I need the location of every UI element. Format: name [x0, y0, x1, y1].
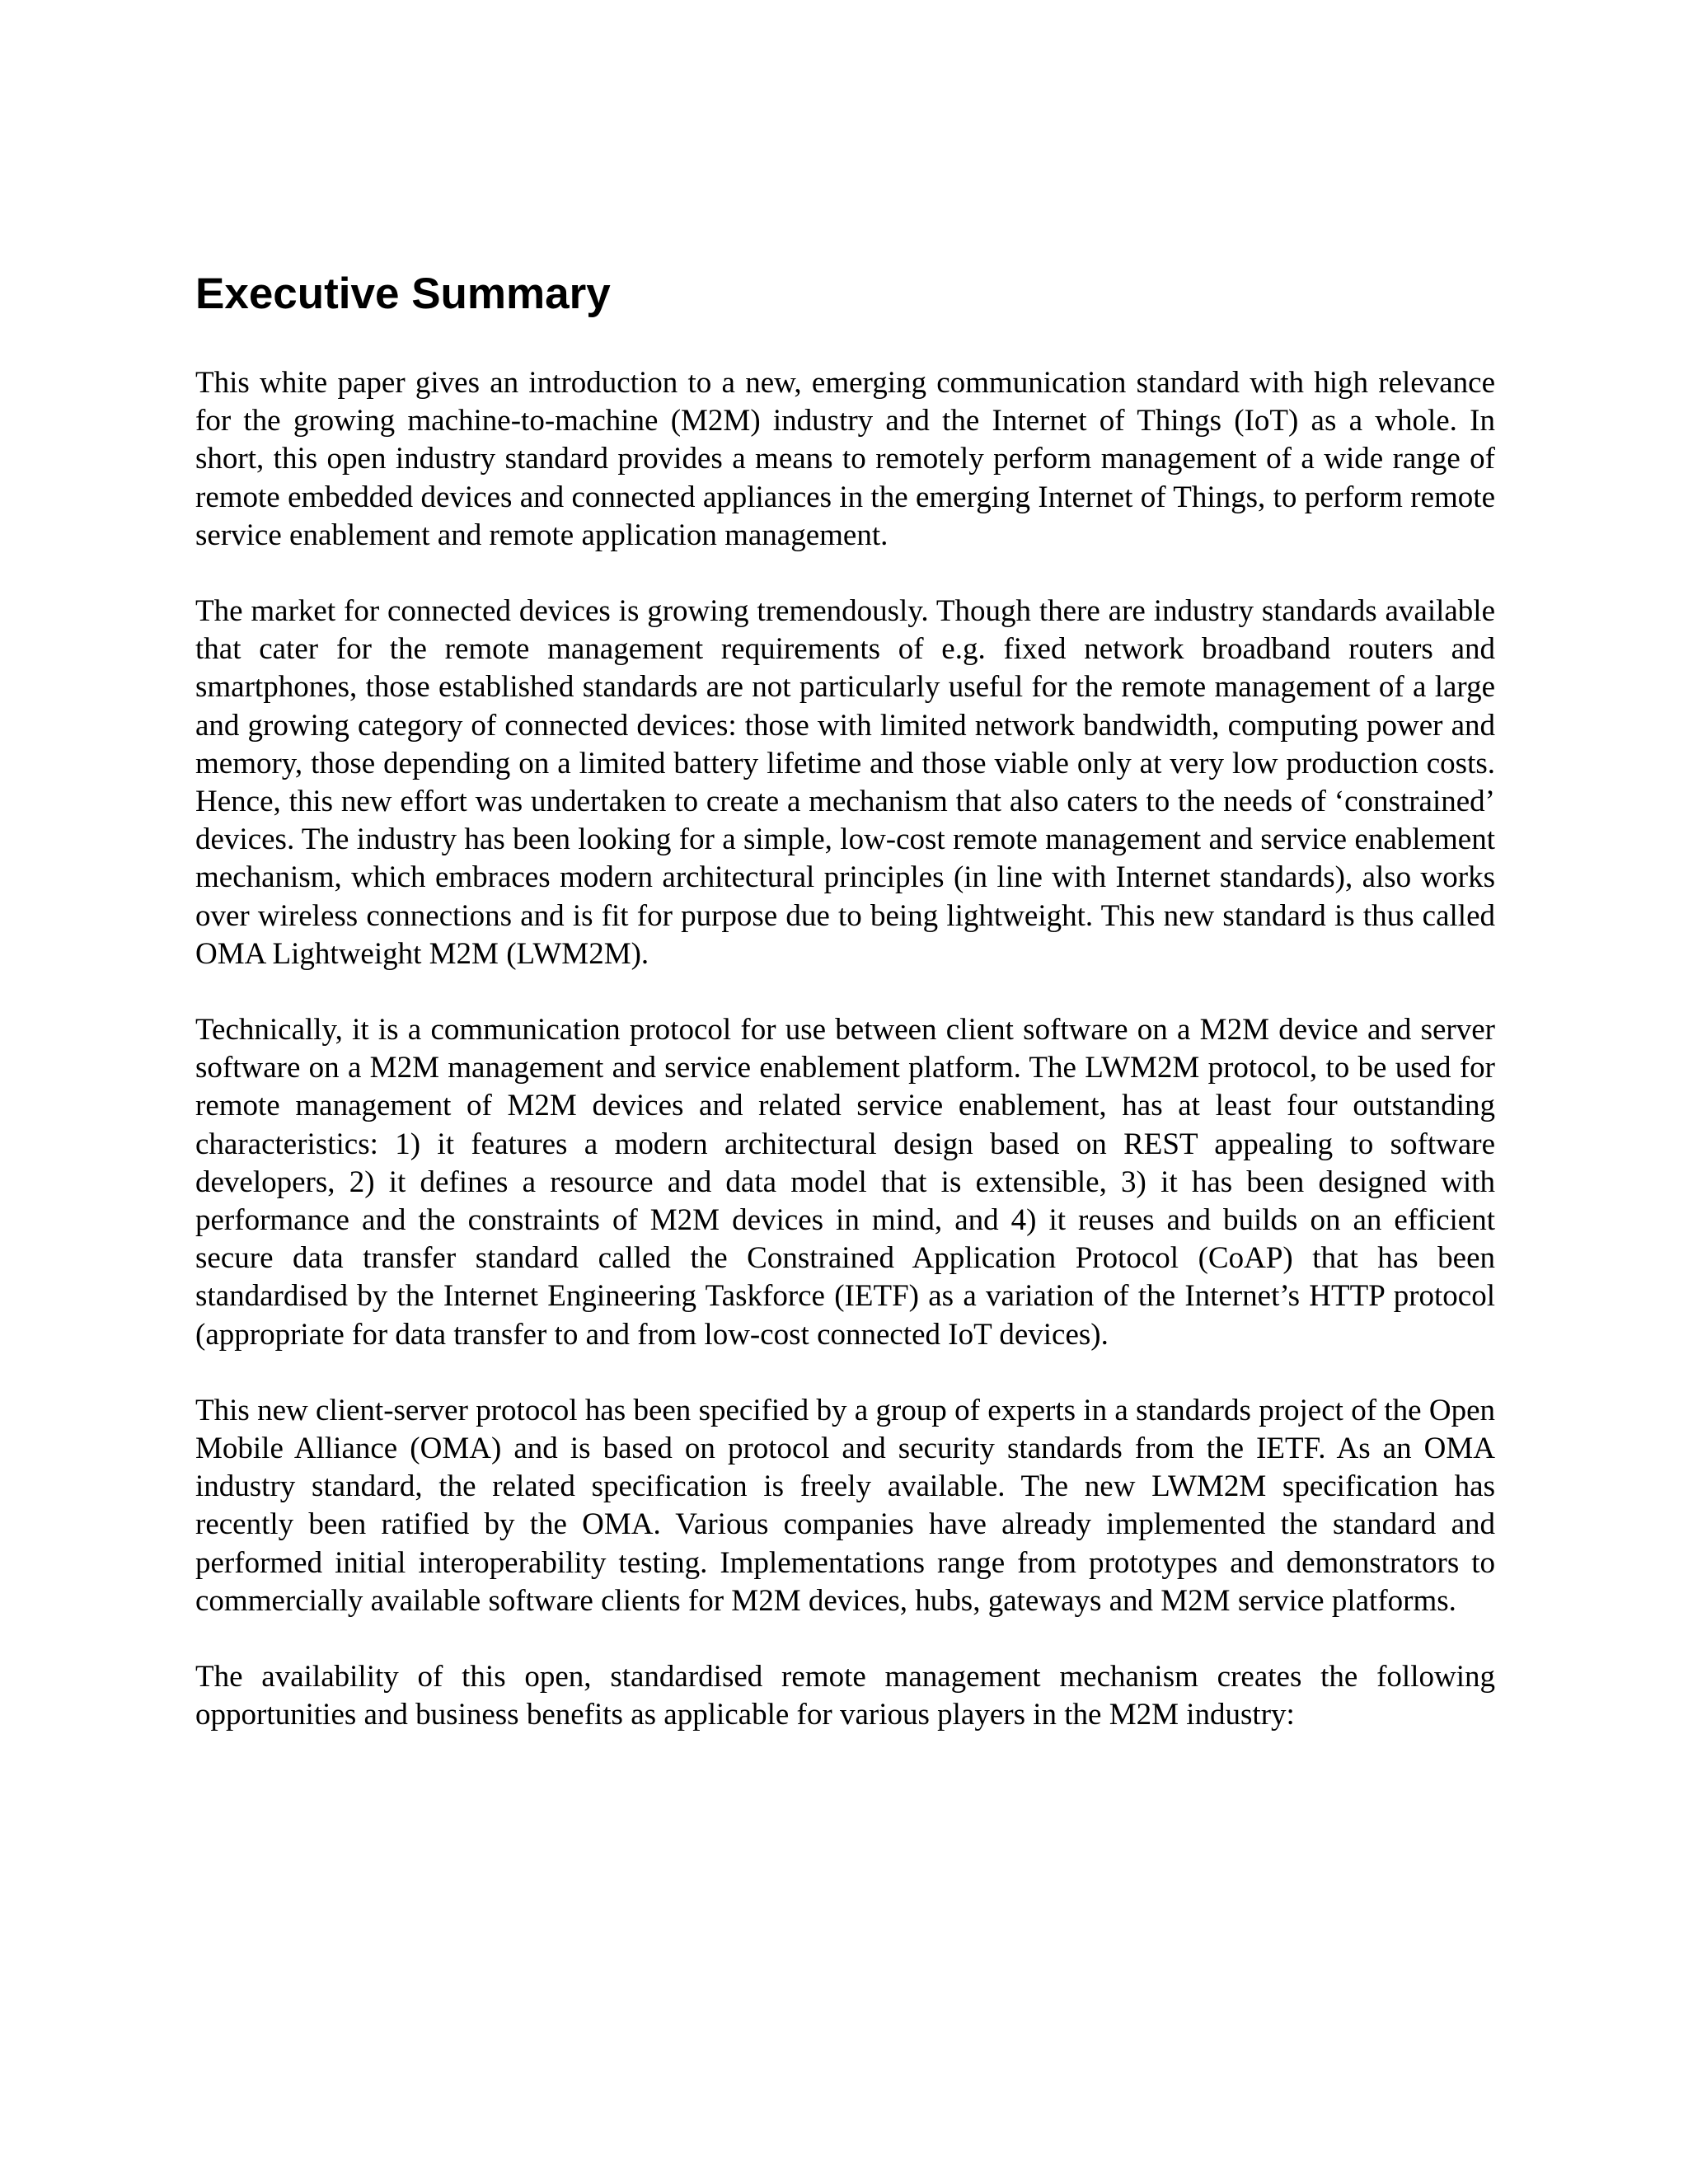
- page-title: Executive Summary: [195, 269, 611, 318]
- document-body: [195, 268, 1495, 1773]
- paragraph-introduction: This white paper gives an introduction to a new, emerging communication standard with high relevance for the growing machine-to-machine (M2M) industry and the Internet of Things (IoT) as a whole. In short, this open industry standard provides a means to remotely perform management of a wide range of remote embedded devices and connected appliances in the emerging Internet of Things, to perform remote service enablement and remote application management.: [195, 366, 1495, 552]
- paragraph-technical: Technically, it is a communication protocol for use between client software on a M2M device and server software on a M2M management and service enablement platform. The LWM2M protocol, to be used for remote management of M2M devices and related service enablement, has at least four outstanding characteristics: 1) it features a modern architectural design based on REST appealing to software developers, 2) it defines a resource and data model that is extensible, 3) it has been designed with performance and the constraints of M2M devices in mind, and 4) it reuses and builds on an efficient secure data transfer standard called the Constrained Application Protocol (CoAP) that has been standardised by the Internet Engineering Taskforce (IETF) as a variation of the Internet’s HTTP protocol (appropriate for data transfer to and from low-cost connected IoT devices).: [195, 1013, 1495, 1352]
- paragraph-market: The market for connected devices is growing tremendously. Though there are industry standards available that cater for the remote management requirements of e.g. fixed network broadband routers and smartphones, those established standards are not particularly useful for the remote management of a large and growing category of connected devices: those with limited network bandwidth, computing power and memory, those depending on a limited battery lifetime and those viable only at very low production costs. Hence, this new effort was undertaken to create a mechanism that also caters to the needs of ‘constrained’ devices. The industry has been looking for a simple, low-cost remote management and service enablement mechanism, which embraces modern architectural principles (in line with Internet standards), also works over wireless connections and is fit for purpose due to being lightweight. This new standard is thus called OMA Lightweight M2M (LWM2M).: [195, 594, 1495, 971]
- paragraph-specification: This new client-server protocol has been specified by a group of experts in a standards project of the Open Mobile Alliance (OMA) and is based on protocol and security standards from the IETF. As an OMA industry standard, the related specification is freely available. The new LWM2M specification has recently been ratified by the OMA. Various companies have already implemented the standard and performed initial interoperability testing. Implementations range from prototypes and demonstrators to commercially available software clients for M2M devices, hubs, gateways and M2M service platforms.: [195, 1393, 1495, 1618]
- paragraph-availability: The availability of this open, standardised remote management mechanism creates the following opportunities and business benefits as applicable for various players in the M2M industry:: [195, 1660, 1495, 1732]
